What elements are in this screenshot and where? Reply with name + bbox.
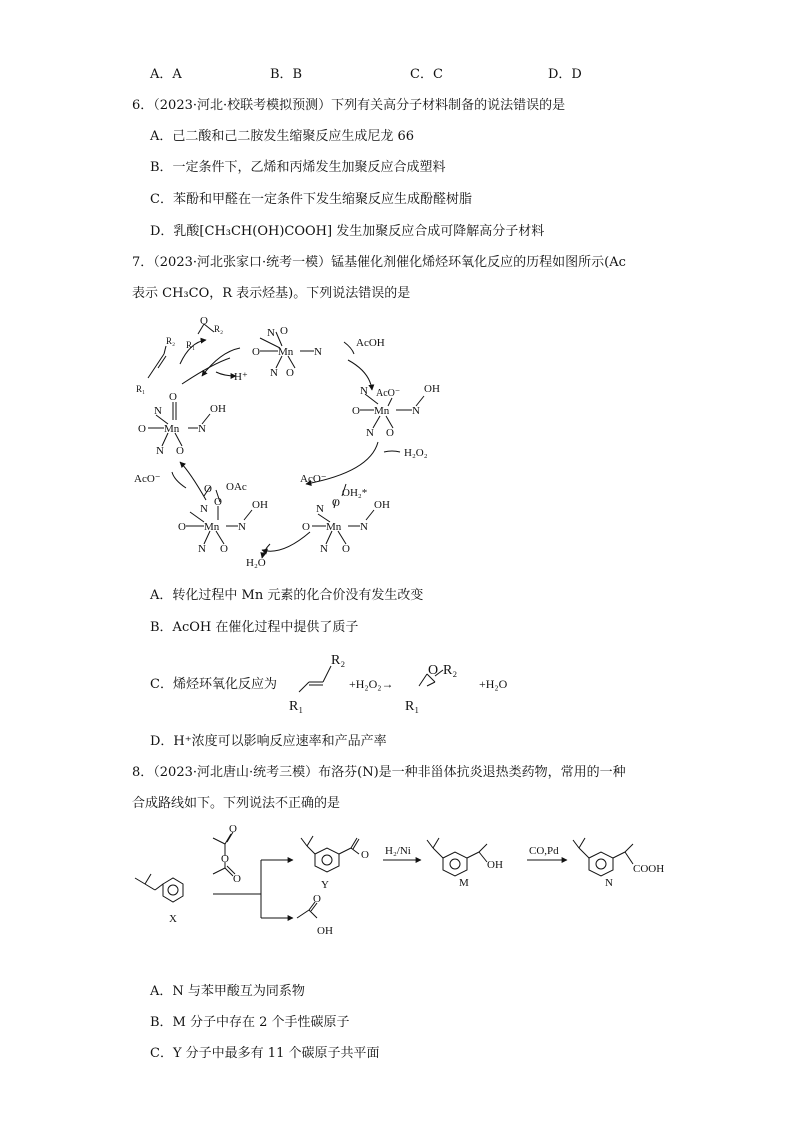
q8-acid-oh: OH [317,925,333,937]
svg-text:O: O [138,423,146,435]
q6-option-d[interactable]: D．乳酸[CH₃CH(OH)COOH] 发生加聚反应合成可降解高分子材料 [150,224,545,239]
q7-label-r2-alkene: R₂ [166,336,176,346]
q8-label-y: Y [321,879,329,891]
svg-text:N: N [200,503,208,515]
svg-text:O: O [176,445,184,457]
svg-text:N: N [360,385,368,397]
q7-label-o: O [200,315,208,327]
svg-text:N: N [198,543,206,555]
q8-label-n: N [605,877,613,889]
q6-stem: 6．（2023·河北·校联考模拟预测）下列有关高分子材料制备的说法错误的是 [132,98,566,113]
svg-text:O: O [220,543,228,555]
svg-text:O: O [342,543,350,555]
q7-c-r1-left: R₁ [289,699,304,714]
svg-text:O: O [169,391,177,403]
q8-anhydride-o2: O [221,853,229,865]
q8-option-c[interactable]: C．Y 分子中最多有 11 个碳原子共平面 [150,1046,380,1061]
q7-c-epoxide-o: O [428,663,439,678]
q7-stem-line1: 7．（2023·河北张家口·统考一模）锰基催化剂催化烯烃环氧化反应的历程如图所示(Ac [132,255,626,270]
prev-option-a[interactable]: A．A [150,67,182,82]
svg-text:N: N [270,367,278,379]
svg-text:O: O [280,325,288,337]
q7-label-r1-alkene: R₁ [136,384,146,394]
svg-text:O: O [386,427,394,439]
q7-label-aco-left: AcO⁻ [134,473,161,485]
q7-c-plus-h2o: +H₂O [479,677,508,691]
q7-label-h2o2: H₂O₂ [404,447,428,459]
q7-label-oac: OAc [226,481,247,493]
svg-text:O: O [178,521,186,533]
q8-n-cooh: COOH [633,863,665,875]
svg-text:N: N [198,423,206,435]
q7-label-aco-top: AcO⁻ [376,388,401,399]
q8-anhydride-o1: O [229,823,237,835]
q7-option-a[interactable]: A．转化过程中 Mn 元素的化合价没有发生改变 [150,588,424,603]
svg-text:N: N [267,327,275,339]
svg-text:O: O [252,346,260,358]
q7-option-c[interactable] [150,676,277,694]
svg-text:OH: OH [252,499,268,511]
prev-option-d[interactable]: D．D [548,67,582,82]
q7-mn-bottom-left: Mn [204,521,220,533]
q7-label-hplus: H⁺ [234,371,248,383]
q7-label-r1-epoxide: R₁ [186,340,196,350]
svg-text:O: O [332,497,340,509]
q8-reagent-copd: CO,Pd [529,845,559,857]
q7-c-r2-left: R₂ [331,653,346,668]
q8-label-x: X [169,913,177,925]
q7-c-r1-right: R₁ [405,699,420,714]
svg-text:O: O [352,405,360,417]
q8-stem-line1: 8．（2023·河北唐山·统考三模）布洛芬(N)是一种非甾体抗炎退热类药物，常用的一种 [132,765,626,780]
q7-mn-top: Mn [278,346,294,358]
q7-c-plus-h2o2: +H₂O₂→ [349,677,394,691]
q6-option-a[interactable]: A．己二酸和己二胺发生缩聚反应生成尼龙 66 [150,129,415,144]
q7-option-d[interactable]: D．H⁺浓度可以影响反应速率和产品产率 [150,734,387,749]
q8-y-ketone-o: O [361,849,369,861]
svg-text:N: N [238,521,246,533]
q8-option-a[interactable]: A．N 与苯甲酸互为同系物 [150,984,305,999]
q7-label-aco-mid: AcO⁻ [300,473,327,485]
svg-text:N: N [154,405,162,417]
q7-stem-line2: 表示 CH₃CO，R 表示烃基)。下列说法错误的是 [132,286,411,301]
q8-option-b[interactable]: B．M 分子中存在 2 个手性碳原子 [150,1015,350,1030]
svg-text:N: N [316,503,324,515]
q8-synthesis-route-diagram [125,822,705,952]
q7-option-b[interactable]: B．AcOH 在催化过程中提供了质子 [150,620,359,635]
svg-text:N: N [412,405,420,417]
q7-catalytic-cycle-diagram [120,312,450,577]
q7-mn-right: Mn [374,405,390,417]
svg-text:N: N [320,543,328,555]
q8-anhydride-o3: O [233,873,241,885]
svg-text:OH₂*: OH₂* [342,487,368,499]
svg-text:N: N [314,346,322,358]
q7-label-h2o: H₂O [246,557,266,569]
q8-m-oh: OH [487,859,503,871]
q8-label-m: M [459,877,469,889]
svg-text:N: N [156,445,164,457]
svg-text:OH: OH [424,383,440,395]
q7-label-acoh: AcOH [356,337,385,349]
svg-text:OH: OH [210,403,226,415]
q7-mn-bottom-right: Mn [326,521,342,533]
q6-option-c[interactable]: C．苯酚和甲醛在一定条件下发生缩聚反应生成酚醛树脂 [150,192,472,207]
q6-option-b[interactable]: B．一定条件下，乙烯和丙烯发生加聚反应合成塑料 [150,160,446,175]
q7-option-c-equation [285,646,545,716]
prev-option-b[interactable]: B．B [270,67,303,82]
q8-acid-o: O [313,893,321,905]
q7-label-r2-epoxide: R₂ [214,324,224,334]
q8-stem-line2: 合成路线如下。下列说法不正确的是 [132,796,341,811]
svg-text:N: N [360,521,368,533]
q7-option-c-prefix: C．烯烃环氧化反应为 [150,677,277,692]
svg-text:N: N [366,427,374,439]
q7-mn-left: Mn [164,423,180,435]
svg-text:O: O [302,521,310,533]
svg-text:O: O [204,483,212,495]
q7-c-r2-right: R₂ [443,663,458,678]
svg-text:OH: OH [374,499,390,511]
svg-text:O: O [214,496,222,508]
svg-text:O: O [286,367,294,379]
q8-reagent-h2ni: H₂/Ni [385,845,411,857]
prev-option-c[interactable]: C．C [410,67,443,82]
